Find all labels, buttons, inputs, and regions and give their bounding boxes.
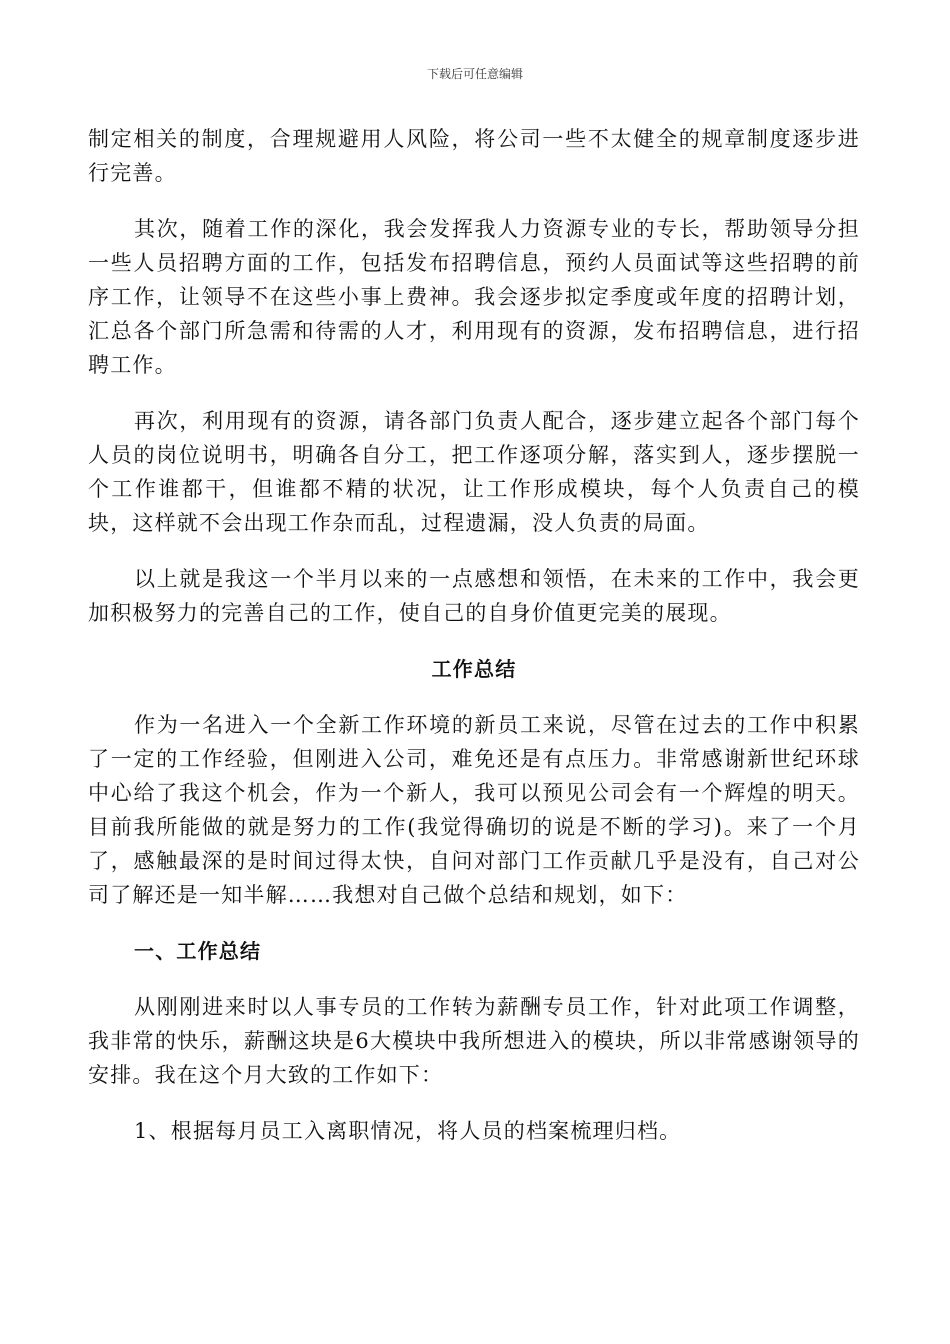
paragraph-third: 再次，利用现有的资源，请各部门负责人配合，逐步建立起各个部门每个人员的岗位说明书，明确各自分工，把工作逐项分解，落实到人，逐步摆脱一个工作谁都干，但谁都不精的状况，让工作形成模块，每个人负责自己的模块，这样就不会出现工作杂而乱，过程遗漏，没人负责的局面。 (88, 409, 860, 535)
paragraph-second: 其次，随着工作的深化，我会发挥我人力资源专业的专长，帮助领导分担一些人员招聘方面的工作，包括发布招聘信息，预约人员面试等这些招聘的前序工作，让领导不在这些小事上费神。我会逐步拟定季度或年度的招聘计划，汇总各个部门所急需和待需的人才，利用现有的资源，发布招聘信息，进行招聘工作。 (88, 217, 860, 377)
paragraph-continuation: 制定相关的制度，合理规避用人风险，将公司一些不太健全的规章制度逐步进行完善。 (88, 127, 860, 185)
section-heading: 一、工作总结 (134, 939, 262, 963)
paragraph-conclusion: 以上就是我这一个半月以来的一点感想和领悟，在未来的工作中，我会更加积极努力的完善自己的工作，使自己的自身价值更完美的展现。 (88, 567, 860, 625)
section-title: 工作总结 (431, 657, 517, 681)
paragraph-work: 从刚刚进来时以人事专员的工作转为薪酬专员工作，针对此项工作调整，我非常的快乐，薪酬这块是6大模块中我所想进入的模块，所以非常感谢领导的安排。我在这个月大致的工作如下： (88, 995, 860, 1087)
page-header: 下载后可任意编辑 (426, 67, 523, 81)
document-body (88, 122, 860, 1148)
paragraph-intro: 作为一名进入一个全新工作环境的新员工来说，尽管在过去的工作中积累了一定的工作经验，但刚进入公司，难免还是有点压力。非常感谢新世纪环球中心给了我这个机会，作为一个新人，我可以预见公司会有一个辉煌的明天。目前我所能做的就是努力的工作(我觉得确切的说是不断的学习)。来了一个月了，感触最深的是时间过得太快，自问对部门工作贡献几乎是没有，自己对公司了解还是一知半解……我想对自己做个总结和规划，如下： (88, 713, 860, 907)
list-item: 1、根据每月员工入离职情况，将人员的档案梳理归档。 (134, 1119, 682, 1143)
